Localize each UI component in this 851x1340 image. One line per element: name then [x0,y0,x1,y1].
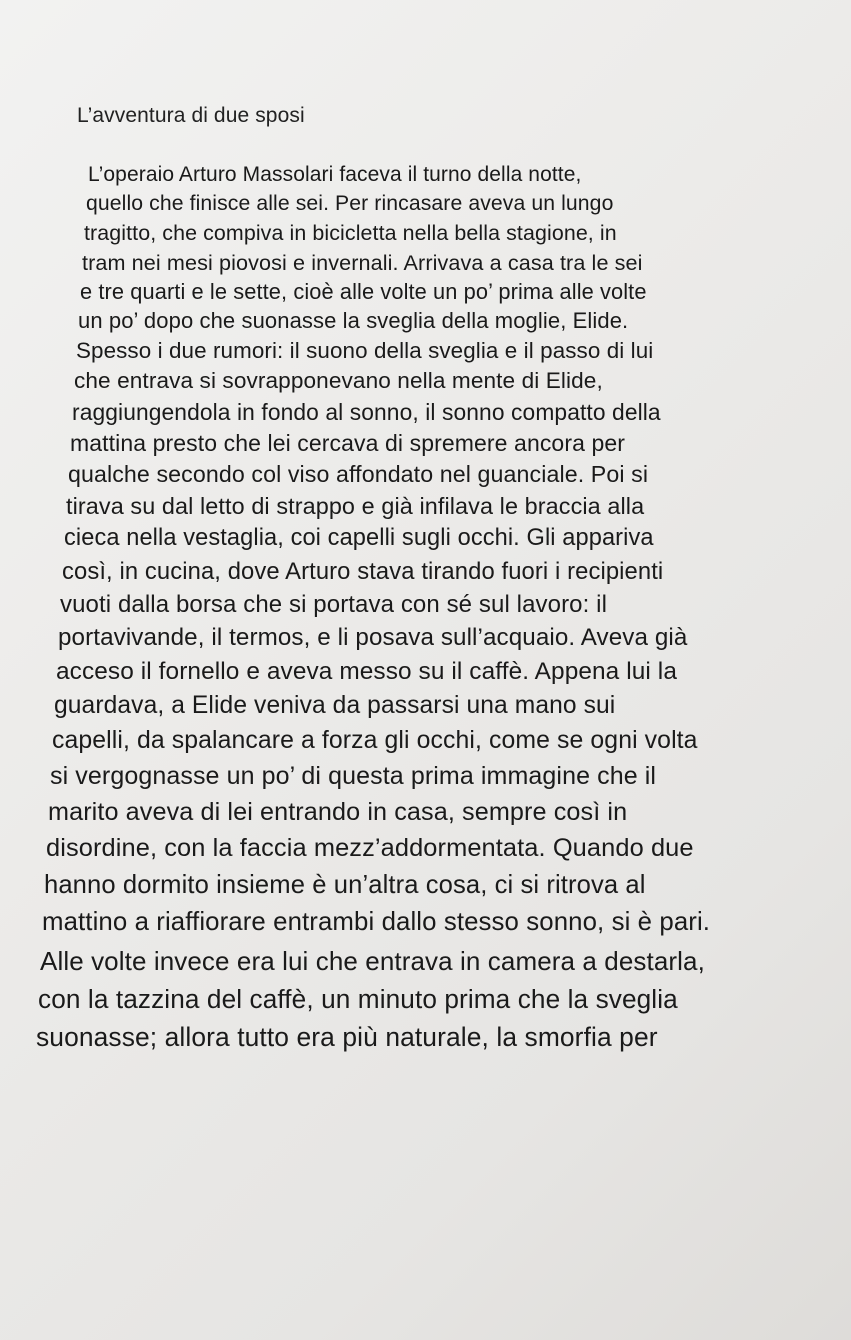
text-line: L’operaio Arturo Massolari faceva il turno della notte, [88,163,582,186]
text-line: vuoti dalla borsa che si portava con sé sul lavoro: il [60,591,608,618]
text-line: si vergognasse un po’ di questa prima immagine che il [50,762,657,790]
text-line: un po’ dopo che suonasse la sveglia della moglie, Elide. [78,308,629,333]
chapter-title: L’avventura di due sposi [77,104,305,127]
text-line: acceso il fornello e aveva messo su il caffè. Appena lui la [56,658,677,685]
text-line: capelli, da spalancare a forza gli occhi, come se ogni volta [52,727,698,754]
text-line: portavivande, il termos, e li posava sull’acquaio. Aveva già [58,624,688,651]
text-line: tirava su dal letto di strappo e già infilava le braccia alla [66,493,645,519]
text-line: suonasse; allora tutto era più naturale, la smorfia per [36,1022,658,1052]
text-line: quello che finisce alle sei. Per rincasare aveva un lungo [86,192,614,215]
text-line: mattina presto che lei cercava di spremere ancora per [70,430,626,456]
text-line: qualche secondo col viso affondato nel guanciale. Poi si [68,461,649,487]
text-line: Alle volte invece era lui che entrava in camera a destarla, [40,946,705,976]
text-line: tragitto, che compiva in bicicletta nella bella stagione, in [84,221,617,245]
text-line: cieca nella vestaglia, coi capelli sugli occhi. Gli appariva [64,525,654,551]
text-line: disordine, con la faccia mezz’addormentata. Quando due [46,834,694,862]
text-line: con la tazzina del caffè, un minuto prima che la sveglia [38,984,678,1014]
text-line: raggiungendola in fondo al sonno, il sonno compatto della [72,399,661,425]
text-line: tram nei mesi piovosi e invernali. Arrivava a casa tra le sei [82,250,643,275]
text-line: hanno dormito insieme è un’altra cosa, ci si ritrova al [44,871,646,899]
text-line: Spesso i due rumori: il suono della sveglia e il passo di lui [76,338,654,363]
text-line: mattino a riaffiorare entrambi dallo stesso sonno, si è pari. [42,908,711,936]
text-line: guardava, a Elide veniva da passarsi una mano sui [54,692,616,719]
text-line: che entrava si sovrapponevano nella mente di Elide, [74,368,603,393]
text-line: marito aveva di lei entrando in casa, sempre così in [48,798,628,826]
text-line: e tre quarti e le sette, cioè alle volte un po’ prima alle volte [80,279,647,304]
text-line: così, in cucina, dove Arturo stava tirando fuori i recipienti [62,558,664,585]
